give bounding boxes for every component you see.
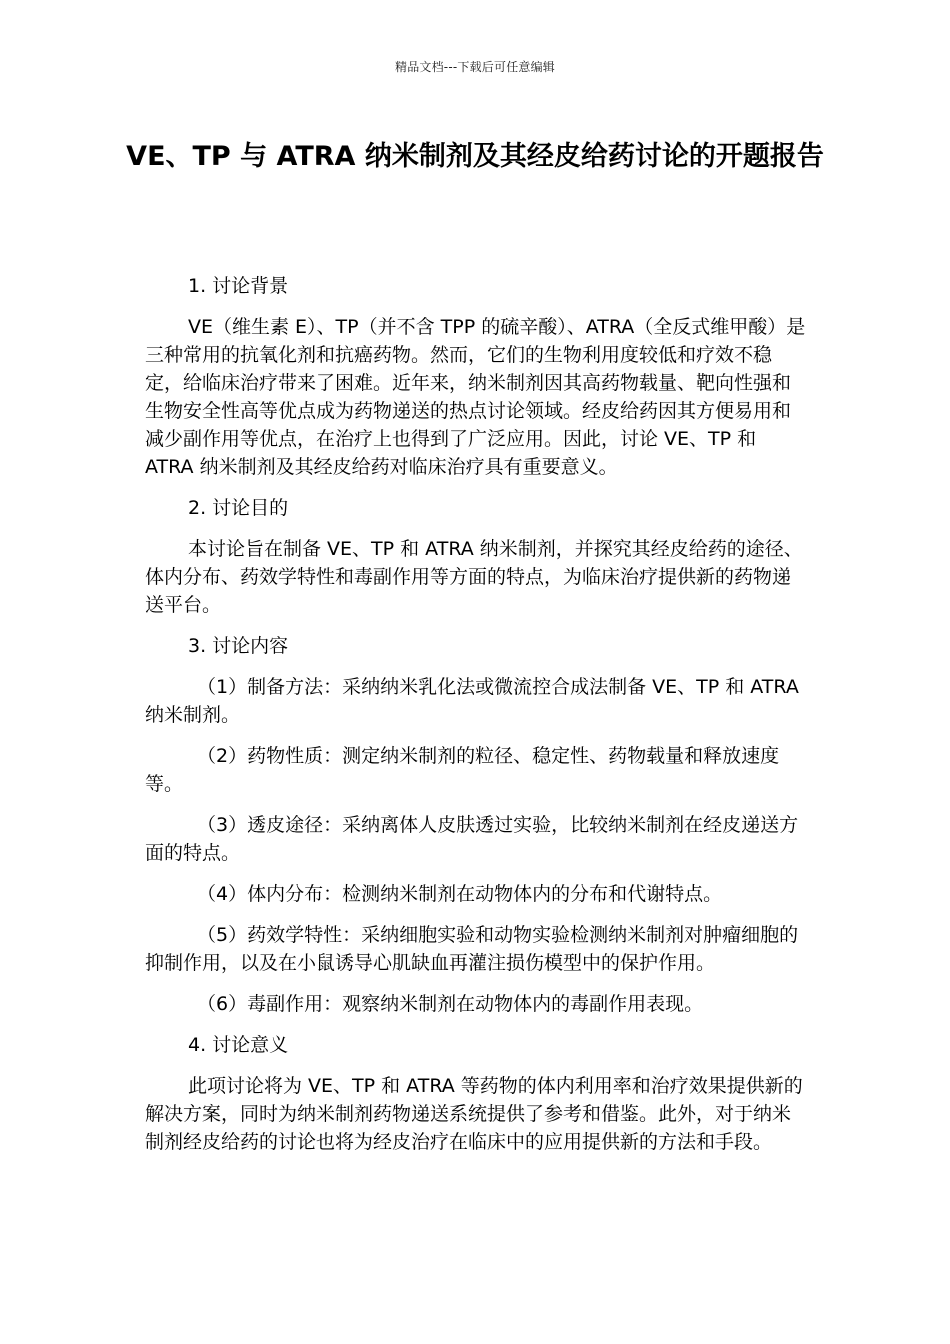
background-paragraph: VE（维生素 E）、TP（并不含 TPP 的硫辛酸）、ATRA（全反式维甲酸）是三种常用的抗氧化剂和抗癌药物。然而，它们的生物利用度较低和疗效不稳定，给临床治疗带来了困难。近年来，纳米制剂因其高药物载量、靶向性强和生物安全性高等优点成为药物递送的热点讨论领域。经皮给药因其方便易用和减少副作用等优点，在治疗上也得到了广泛应用。因此，讨论 VE、TP 和 ATRA 纳米制剂及其经皮给药对临床治疗具有重要意义。 [145,316,806,478]
section-heading-significance: 4. 讨论意义 [188,1034,289,1056]
purpose-paragraph: 本讨论旨在制备 VE、TP 和 ATRA 纳米制剂，并探究其经皮给药的途径、体内分布、药效学特性和毒副作用等方面的特点，为临床治疗提供新的药物递送平台。 [145,538,803,616]
section-heading-content: 3. 讨论内容 [188,635,289,657]
document-body [145,272,807,1169]
content-item-distribution: （4）体内分布：检测纳米制剂在动物体内的分布和代谢特点。 [197,883,723,905]
content-item-properties: （2）药物性质：测定纳米制剂的粒径、稳定性、药物载量和释放速度等。 [145,745,780,795]
section-heading-purpose: 2. 讨论目的 [188,497,289,519]
header-note: 精品文档---下载后可任意编辑 [395,60,555,74]
section-heading-background: 1. 讨论背景 [188,275,289,297]
document-title: VE、TP 与 ATRA 纳米制剂及其经皮给药讨论的开题报告 [126,141,824,172]
content-item-toxicity: （6）毒副作用：观察纳米制剂在动物体内的毒副作用表现。 [197,993,704,1015]
content-item-transdermal: （3）透皮途径：采纳离体人皮肤透过实验，比较纳米制剂在经皮递送方面的特点。 [145,814,799,864]
content-item-preparation: （1）制备方法：采纳纳米乳化法或微流控合成法制备 VE、TP 和 ATRA 纳米制剂。 [145,676,799,726]
significance-paragraph: 此项讨论将为 VE、TP 和 ATRA 等药物的体内利用率和治疗效果提供新的解决方案，同时为纳米制剂药物递送系统提供了参考和借鉴。此外，对于纳米制剂经皮给药的讨论也将为经皮治疗在临床中的应用提供新的方法和手段。 [145,1075,803,1153]
content-item-pharmacodynamics: （5）药效学特性：采纳细胞实验和动物实验检测纳米制剂对肿瘤细胞的抑制作用，以及在小鼠诱导心肌缺血再灌注损伤模型中的保护作用。 [145,924,799,974]
